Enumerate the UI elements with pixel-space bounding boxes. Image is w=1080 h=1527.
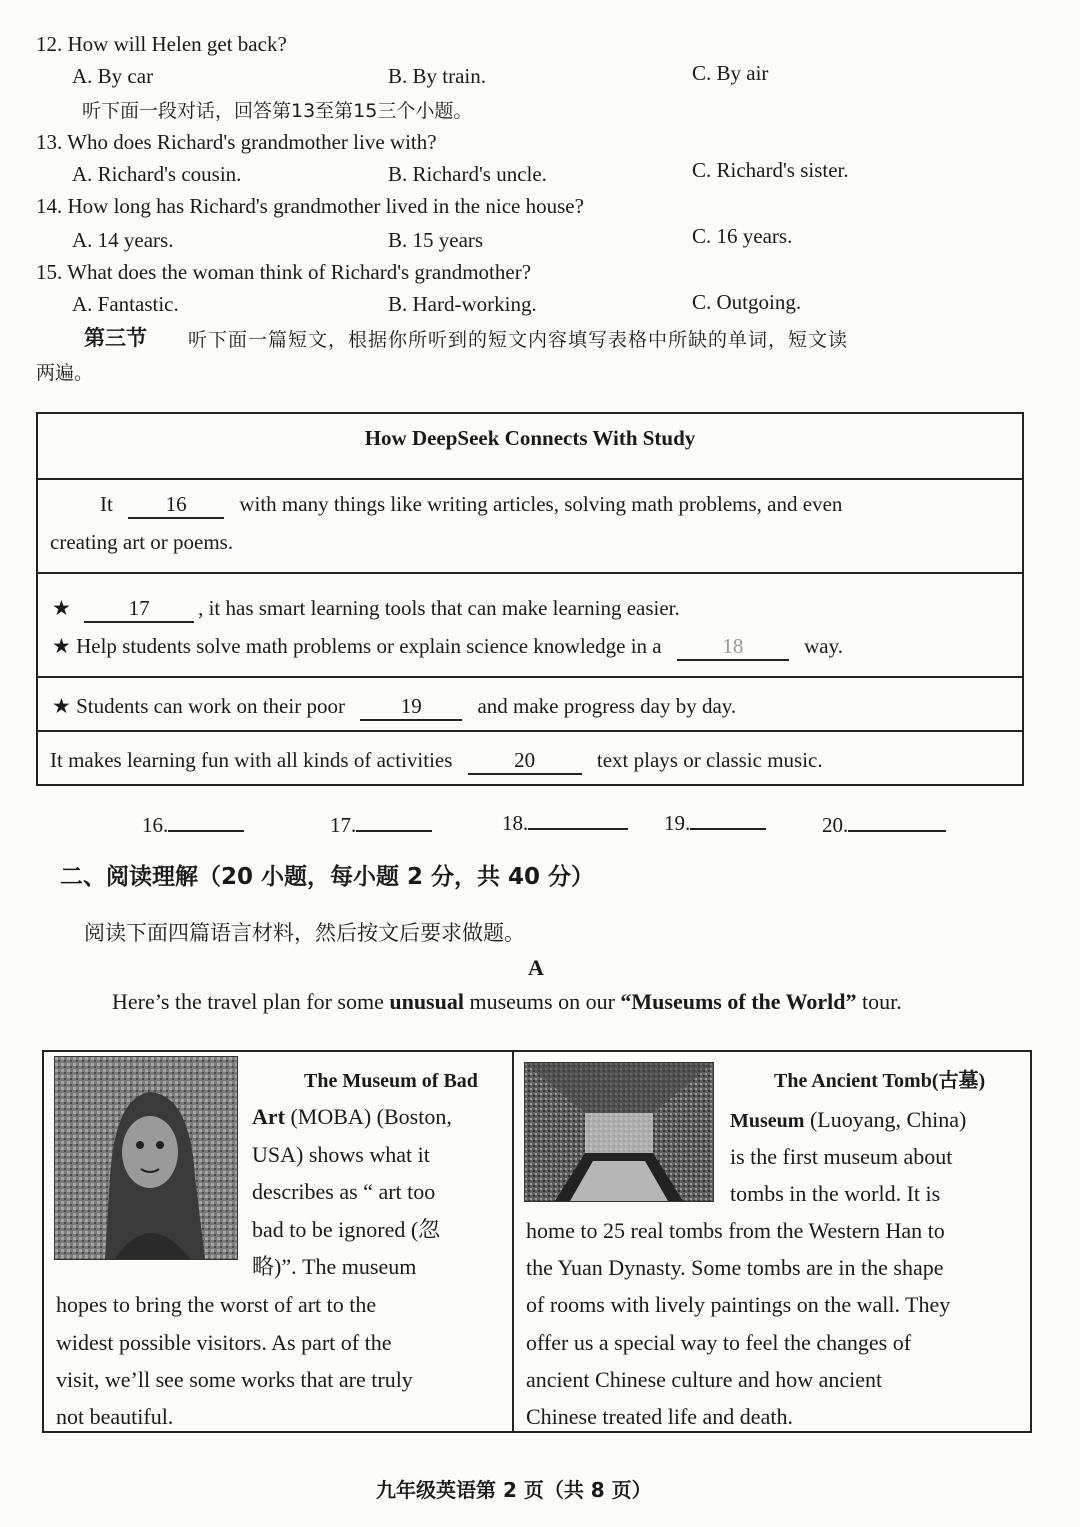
intro-bold-unusual: unusual xyxy=(389,989,464,1014)
option-12c: C. By air xyxy=(692,61,769,85)
answer-17[interactable] xyxy=(330,812,432,838)
question-14: 14. How long has Richard's grandmother lived in the nice house? xyxy=(36,194,584,218)
option-13c: C. Richard's sister. xyxy=(692,158,849,182)
bad-art-painting-image xyxy=(54,1056,238,1260)
table-divider xyxy=(38,572,1022,574)
option-13b: B. Richard's uncle. xyxy=(388,162,547,186)
table-row2-star2 xyxy=(52,634,843,661)
tomb-line3: is the first museum about xyxy=(730,1144,953,1169)
moba-title: The Museum of Bad xyxy=(304,1070,478,1092)
instruction-13-15: 听下面一段对话，回答第13至第15三个小题。 xyxy=(82,100,473,122)
answer-label: 19. xyxy=(664,811,691,835)
moba-line10: not beautiful. xyxy=(56,1404,174,1429)
question-13: 13. Who does Richard's grandmother live with? xyxy=(36,130,437,154)
star-icon: ★ xyxy=(52,634,71,658)
option-12a: A. By car xyxy=(72,64,154,88)
answer-16[interactable] xyxy=(142,812,244,838)
row2-star2-post: way. xyxy=(804,634,843,658)
option-14b: B. 15 years xyxy=(388,228,484,252)
moba-title-cont: Art xyxy=(252,1104,285,1129)
answer-label: 16. xyxy=(142,813,169,837)
star-icon: ★ xyxy=(52,596,71,620)
answer-line[interactable] xyxy=(356,812,432,832)
intro-text: museums on our xyxy=(463,989,621,1014)
museum-table xyxy=(42,1050,1032,1433)
tomb-line5: home to 25 real tombs from the Western Han to xyxy=(526,1218,945,1243)
answer-line[interactable] xyxy=(848,812,946,832)
moba-line8: widest possible visitors. As part of the xyxy=(56,1330,392,1355)
intro-text: tour. xyxy=(856,989,902,1014)
section3-title: 第三节 xyxy=(84,326,147,350)
moba-line9: visit, we’ll see some works that are truly xyxy=(56,1367,413,1392)
moba-line7: hopes to bring the worst of art to the xyxy=(56,1292,377,1317)
section3-text-line2: 两遍。 xyxy=(36,362,94,384)
blank-20: 20 xyxy=(468,748,582,775)
listening-table xyxy=(36,412,1024,786)
answer-20[interactable] xyxy=(822,812,946,838)
table-row4 xyxy=(50,748,823,775)
row3-post: and make progress day by day. xyxy=(477,694,737,718)
option-15c: C. Outgoing. xyxy=(692,290,802,314)
blank-16: 16 xyxy=(128,492,224,519)
row3-pre: Students can work on their poor xyxy=(76,694,345,718)
row1-pre: It xyxy=(100,492,113,516)
blank-18: 18 xyxy=(677,634,789,661)
intro-text: Here’s the travel plan for some xyxy=(112,989,390,1014)
reading-instruction: 阅读下面四篇语言材料，然后按文后要求做题。 xyxy=(84,921,525,945)
answer-line[interactable] xyxy=(690,810,766,830)
tomb-title: The Ancient Tomb(古墓) xyxy=(774,1070,986,1092)
tomb-line4: tombs in the world. It is xyxy=(730,1181,941,1206)
star-icon: ★ xyxy=(52,694,71,718)
answer-line[interactable] xyxy=(528,810,628,830)
blank-19: 19 xyxy=(360,694,462,721)
moba-line2 xyxy=(252,1098,452,1136)
row2-star2-pre: Help students solve math problems or explain science knowledge in a xyxy=(76,634,662,658)
tomb-location: (Luoyang, China) xyxy=(804,1107,967,1132)
tomb-line10: Chinese treated life and death. xyxy=(526,1404,793,1429)
page-footer: 九年级英语第 2 页（共 8 页） xyxy=(376,1478,652,1502)
answer-line[interactable] xyxy=(168,812,244,832)
tomb-line2 xyxy=(730,1101,966,1141)
table-divider xyxy=(38,676,1022,678)
row4-post: text plays or classic music. xyxy=(596,748,823,772)
answer-label: 20. xyxy=(822,813,849,837)
column-divider xyxy=(512,1052,514,1431)
tomb-line7: of rooms with lively paintings on the wall. They xyxy=(526,1292,951,1317)
moba-line3: USA) shows what it xyxy=(252,1142,430,1167)
passage-intro xyxy=(112,989,902,1015)
question-15: 15. What does the woman think of Richard's grandmother? xyxy=(36,260,532,284)
answer-19[interactable] xyxy=(664,810,766,836)
table-divider xyxy=(38,730,1022,732)
moba-line6: 略)”. The museum xyxy=(252,1254,417,1279)
tomb-line9: ancient Chinese culture and how ancient xyxy=(526,1367,883,1392)
row2-star1-post: , it has smart learning tools that can make learning easier. xyxy=(198,596,680,620)
moba-line5: bad to be ignored (忽 xyxy=(252,1217,441,1242)
answer-label: 17. xyxy=(330,813,357,837)
table-row1-line2: creating art or poems. xyxy=(50,530,234,554)
table-title: How DeepSeek Connects With Study xyxy=(364,426,696,450)
option-14a: A. 14 years. xyxy=(72,228,174,252)
question-12: 12. How will Helen get back? xyxy=(36,32,287,56)
option-15a: A. Fantastic. xyxy=(72,292,179,316)
option-15b: B. Hard-working. xyxy=(388,292,537,316)
tomb-title-cont: Museum xyxy=(730,1110,805,1132)
option-14c: C. 16 years. xyxy=(692,224,793,248)
option-13a: A. Richard's cousin. xyxy=(72,162,242,186)
reading-heading: 二、阅读理解（20 小题，每小题 2 分，共 40 分） xyxy=(60,864,595,890)
moba-line4: describes as “ art too xyxy=(252,1179,436,1204)
table-divider xyxy=(38,478,1022,480)
answer-18[interactable] xyxy=(502,810,628,836)
table-row1-line1 xyxy=(100,492,842,519)
tomb-line6: the Yuan Dynasty. Some tombs are in the shape xyxy=(526,1255,944,1280)
moba-location: (MOBA) (Boston, xyxy=(284,1104,452,1129)
table-row3 xyxy=(52,694,736,721)
section3-text: 听下面一篇短文，根据你所听到的短文内容填写表格中所缺的单词，短文读 xyxy=(188,329,849,351)
answer-label: 18. xyxy=(502,811,529,835)
blank-17: 17 xyxy=(84,596,194,623)
table-row2-star1 xyxy=(52,596,680,623)
ancient-tomb-image xyxy=(524,1062,714,1202)
row1-post: with many things like writing articles, solving math problems, and even xyxy=(239,492,843,516)
intro-bold-tour-name: “Museums of the World” xyxy=(620,989,857,1014)
row4-pre: It makes learning fun with all kinds of activities xyxy=(50,748,453,772)
passage-letter: A xyxy=(528,955,544,980)
tomb-line8: offer us a special way to feel the changes of xyxy=(526,1330,912,1355)
option-12b: B. By train. xyxy=(388,64,486,88)
